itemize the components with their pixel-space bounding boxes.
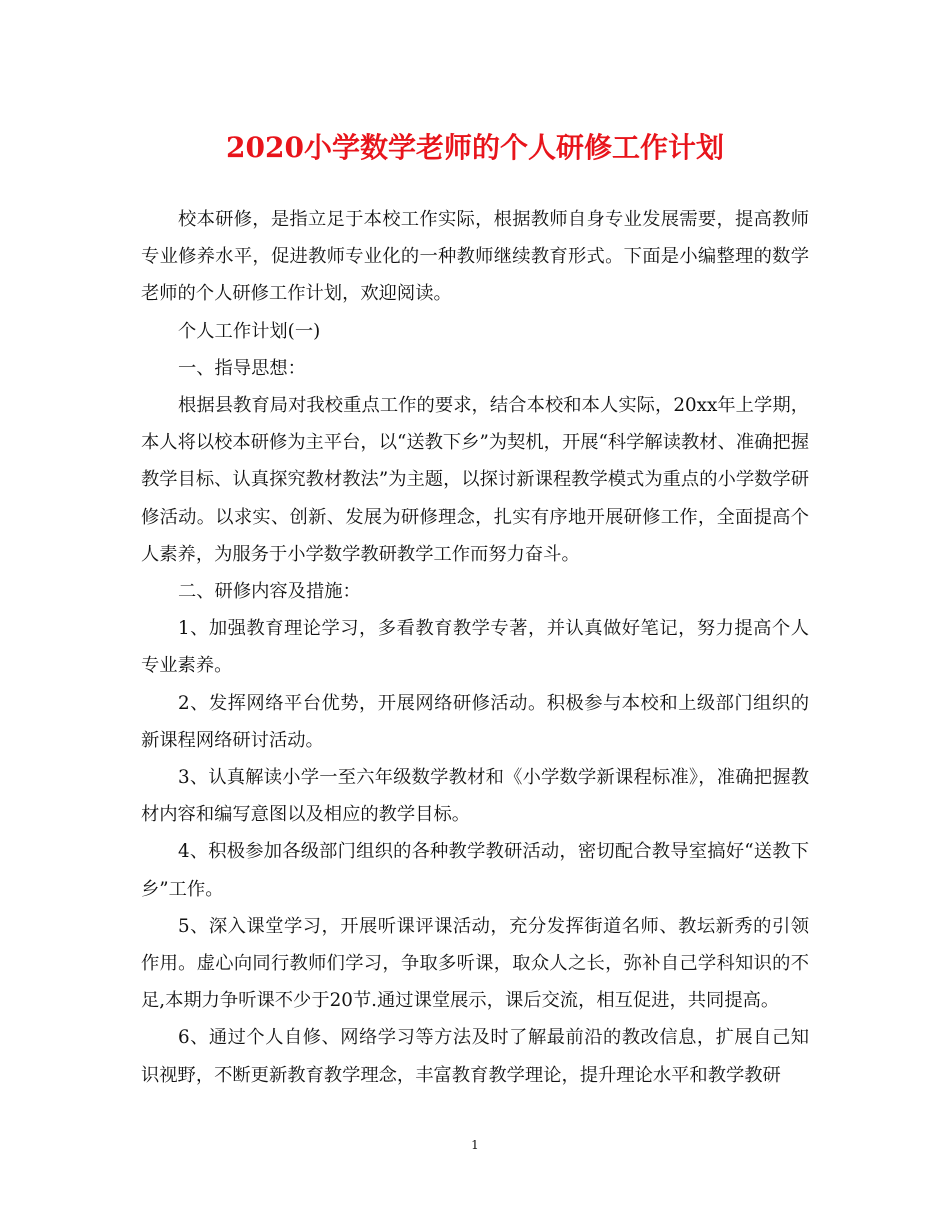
document-title: 2020小学数学老师的个人研修工作计划 <box>226 131 724 164</box>
paragraph-item-1: 1、加强教育理论学习，多看教育教学专著，并认真做好笔记，努力提高个人专业素养。 <box>141 618 809 677</box>
document-body <box>141 201 809 1094</box>
paragraph-item-3: 3、认真解读小学一至六年级数学教材和《小学数学新课程标准》，准确把握教材内容和编写意图以及相应的教学目标。 <box>141 767 809 826</box>
paragraph-item-5: 5、深入课堂学习，开展听课评课活动，充分发挥街道名师、教坛新秀的引领作用。虚心向同行教师们学习，争取多听课，取众人之长，弥补自己学科知识的不足,本期力争听课不少于20节.通过课堂展示，课后交流，相互促进，共同提高。 <box>141 915 809 1012</box>
paragraph-guiding-thought: 根据县教育局对我校重点工作的要求，结合本校和本人实际，20xx年上学期，本人将以校本研修为主平台，以“送教下乡”为契机，开展“科学解读教材、准确把握教学目标、认真探究教材教法”为主题，以探讨新课程教学模式为重点的小学数学研修活动。以求实、创新、发展为研修理念，扎实有序地开展研修工作，全面提高个人素养，为服务于小学数学教研教学工作而努力奋斗。 <box>141 395 809 565</box>
paragraph-item-2: 2、发挥网络平台优势，开展网络研修活动。积极参与本校和上级部门组织的新课程网络研讨活动。 <box>141 692 809 751</box>
paragraph-section-two-heading: 二、研修内容及措施： <box>178 581 361 603</box>
page-number: 1 <box>471 1138 479 1152</box>
paragraph-item-4: 4、积极参加各级部门组织的各种教学教研活动，密切配合教导室搞好“送教下乡”工作。 <box>141 841 809 900</box>
paragraph-section-one-heading: 一、指导思想： <box>178 357 306 379</box>
paragraph-plan-heading: 个人工作计划(一) <box>178 320 321 342</box>
paragraph-item-6: 6、通过个人自修、网络学习等方法及时了解最前沿的教改信息，扩展自己知识视野，不断更新教育教学理念，丰富教育教学理论，提升理论水平和教学教研 <box>141 1027 809 1086</box>
paragraph-intro: 校本研修，是指立足于本校工作实际，根据教师自身专业发展需要，提高教师专业修养水平，促进教师专业化的一种教师继续教育形式。下面是小编整理的数学老师的个人研修工作计划，欢迎阅读。 <box>141 209 809 305</box>
